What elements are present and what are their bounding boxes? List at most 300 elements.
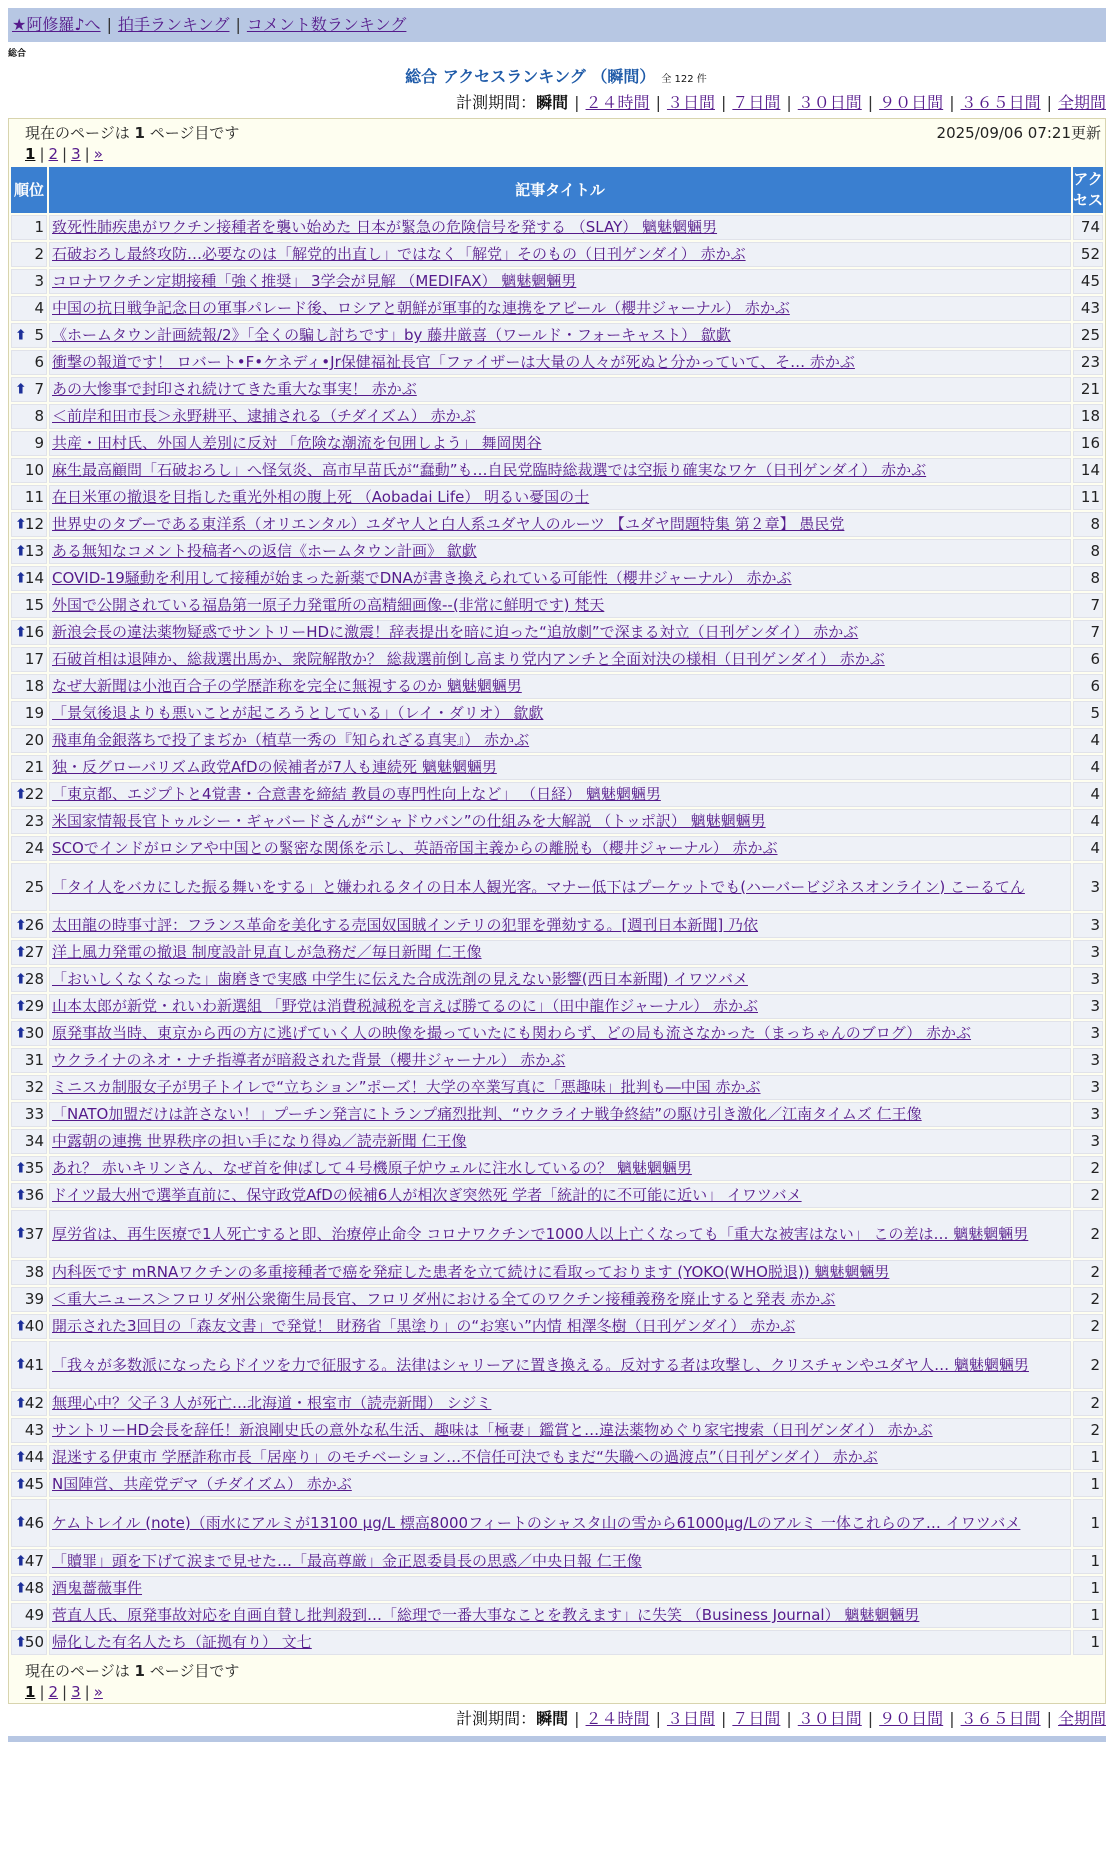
rank-cell [11, 701, 47, 726]
up-arrow-icon: ⬆ [15, 1356, 27, 1373]
rank-cell [11, 674, 47, 699]
period-label: 計測期間： [456, 1709, 537, 1728]
rank-number: 2 [34, 245, 44, 263]
title-cell [49, 836, 1071, 861]
rank-column-header: 順位 [11, 167, 47, 213]
rank-number: 32 [24, 1078, 44, 1096]
rank-cell [11, 215, 47, 240]
rank-number: 17 [24, 650, 44, 668]
clap-ranking-link[interactable]: 拍手ランキング [117, 15, 230, 34]
pager-bottom [9, 1657, 1105, 1703]
rank-number: 1 [34, 218, 44, 236]
article-link[interactable]: 独・反グローバリズム政党AfDの候補者が7人も連続死 魑魅魍魎男 [52, 758, 497, 776]
title-cell [49, 782, 1071, 807]
rank-cell [11, 782, 47, 807]
title-cell [49, 593, 1071, 618]
up-arrow-icon: ⬆ [15, 570, 27, 586]
article-link[interactable]: ＜重大ニュース＞フロリダ州公衆衛生局長官、フロリダ州における全てのワクチン接種義務を廃止すると発表 赤かぶ [52, 1290, 836, 1308]
article-link[interactable]: 石破首相は退陣か、総裁選出馬か、衆院解散か？ 総裁選前倒し高まり党内アンチと全面対決の様相（日刊ゲンダイ） 赤かぶ [52, 650, 885, 668]
up-arrow-icon: ⬆ [15, 1187, 27, 1203]
article-link[interactable]: N国陣営、共産党デマ（チダイズム） 赤かぶ [52, 1475, 352, 1493]
title-cell [49, 1210, 1071, 1258]
rank-number: 47 [24, 1552, 44, 1570]
access-count: 2 [1073, 1210, 1103, 1258]
table-row [11, 913, 1103, 938]
rank-number: 24 [24, 839, 44, 857]
rank-number: 29 [24, 997, 44, 1015]
page [0, 8, 1112, 1742]
article-link[interactable]: 世界史のタブーである東洋系（オリエンタル）ユダヤ人と白人系ユダヤ人のルーツ 【ユダヤ問題特集 第２章】 愚民党 [52, 515, 845, 533]
title-cell [49, 1576, 1071, 1601]
title-cell [49, 728, 1071, 753]
title-cell [49, 1048, 1071, 1073]
page-separator: | [39, 145, 45, 163]
rank-cell [11, 1603, 47, 1628]
title-cell [49, 350, 1071, 375]
title-cell [49, 1021, 1071, 1046]
period-link[interactable]: ７日間 [732, 1709, 781, 1728]
access-count: 4 [1073, 728, 1103, 753]
rank-number: 41 [24, 1355, 44, 1374]
title-cell [49, 620, 1071, 645]
period-separator: | [574, 1709, 580, 1728]
period-link[interactable]: ３６５日間 [960, 93, 1041, 112]
up-arrow-icon: ⬆ [15, 381, 27, 397]
period-link[interactable]: ２４時間 [585, 93, 650, 112]
period-link[interactable]: ９０日間 [879, 1709, 944, 1728]
article-link[interactable]: 原発事故当時、東京から西の方に逃げていく人の映像を撮っていたにも関わらず、どの局も流さなかった（まっちゃんのブログ） 赤かぶ [52, 1024, 972, 1042]
period-link[interactable]: 全期間 [1057, 1709, 1106, 1728]
access-count: 2 [1073, 1156, 1103, 1181]
article-link[interactable]: あれ？ 赤いキリンさん、なぜ首を伸ばして４号機原子炉ウェルに注水しているの？ 魑魅魍魎男 [52, 1159, 692, 1177]
article-link[interactable]: 米国家情報長官トゥルシー・ギャバードさんが“シャドウバン”の仕組みを大解説 （トッポ訳） 魑魅魍魎男 [52, 812, 766, 830]
period-separator: | [786, 1709, 792, 1728]
page-separator: | [62, 1683, 68, 1701]
comment-ranking-link[interactable]: コメント数ランキング [246, 15, 407, 34]
table-row [11, 836, 1103, 861]
page-link[interactable]: 2 [48, 145, 59, 163]
table-row [11, 404, 1103, 429]
rank-number: 19 [24, 704, 44, 722]
period-link[interactable]: ３日間 [666, 93, 715, 112]
title-cell [49, 1129, 1071, 1154]
up-arrow-icon: ⬆ [15, 624, 27, 640]
table-row [11, 566, 1103, 591]
table-row [11, 539, 1103, 564]
rank-cell [11, 1445, 47, 1470]
page-number: 1 [134, 124, 145, 142]
article-link[interactable]: 《ホームタウン計画続報/2》「全くの騙し討ちです」by 藤井厳喜（ワールド・フォーキャスト） 歙歔 [52, 326, 731, 344]
period-link[interactable]: 全期間 [1057, 93, 1106, 112]
rank-number: 5 [34, 326, 44, 344]
access-count: 2 [1073, 1341, 1103, 1389]
article-link[interactable]: 致死性肺疾患がワクチン接種者を襲い始めた 日本が緊急の危険信号を発する （SLAY） 魑魅魍魎男 [52, 218, 718, 236]
table-row [11, 215, 1103, 240]
rank-cell [11, 620, 47, 645]
up-arrow-icon: ⬆ [15, 1514, 27, 1531]
up-arrow-icon: ⬆ [15, 1025, 27, 1041]
article-link[interactable]: 酒鬼薔薇事件 [52, 1579, 143, 1597]
table-row [11, 323, 1103, 348]
access-count: 2 [1073, 1314, 1103, 1339]
table-row [11, 1418, 1103, 1443]
up-arrow-icon: ⬆ [15, 1395, 27, 1411]
up-arrow-icon: ⬆ [15, 917, 27, 933]
access-count: 21 [1073, 377, 1103, 402]
title-cell [49, 485, 1071, 510]
article-link[interactable]: 共産・田村氏、外国人差別に反対 「危険な潮流を包囲しよう」 舞岡関谷 [52, 434, 542, 452]
up-arrow-icon: ⬆ [15, 1553, 27, 1569]
table-row [11, 728, 1103, 753]
rank-cell [11, 728, 47, 753]
up-arrow-icon: ⬆ [15, 944, 27, 960]
article-link[interactable]: 「我々が多数派になったらドイツを力で征服する。法律はシャリーアに置き換える。反対する者は攻撃し、クリスチャンやユダヤ人… 魑魅魍魎男 [52, 1355, 1029, 1374]
access-count: 23 [1073, 350, 1103, 375]
rank-cell [11, 836, 47, 861]
period-selector-bottom [0, 1708, 1106, 1730]
title-cell [49, 242, 1071, 267]
access-count: 3 [1073, 1129, 1103, 1154]
access-count: 1 [1073, 1576, 1103, 1601]
access-count: 6 [1073, 647, 1103, 672]
article-link[interactable]: SCOでインドがロシアや中国との緊密な関係を示し、英語帝国主義からの離脱も（櫻井ジャーナル） 赤かぶ [52, 839, 778, 857]
table-row [11, 967, 1103, 992]
article-link[interactable]: ドイツ最大州で選挙直前に、保守政党AfDの候補6人が相次ぎ突然死 学者「統計的に不可能に近い」 イワツバメ [52, 1186, 802, 1204]
access-count: 2 [1073, 1418, 1103, 1443]
page-link[interactable]: 3 [71, 145, 81, 163]
rank-cell [11, 431, 47, 456]
period-separator: | [1046, 1709, 1052, 1728]
rank-cell [11, 1075, 47, 1100]
rank-number: 3 [34, 272, 44, 290]
table-row [11, 1576, 1103, 1601]
article-link[interactable]: 山本太郎が新党・れいわ新選組 「野党は消費税減税を言えば勝てるのに」（田中龍作ジャーナル） 赤かぶ [52, 997, 758, 1015]
period-separator: | [655, 1709, 661, 1728]
access-count: 14 [1073, 458, 1103, 483]
access-count: 3 [1073, 940, 1103, 965]
article-link[interactable]: ある無知なコメント投稿者への返信《ホームタウン計画》 歙歔 [52, 542, 477, 560]
table-row [11, 1075, 1103, 1100]
title-cell [49, 1391, 1071, 1416]
rank-number: 20 [24, 731, 44, 749]
rank-number: 46 [24, 1513, 44, 1532]
rank-number: 30 [24, 1024, 44, 1042]
title-cell [49, 809, 1071, 834]
period-link[interactable]: ９０日間 [879, 93, 944, 112]
access-count: 74 [1073, 215, 1103, 240]
up-arrow-icon: ⬆ [15, 1160, 27, 1176]
next-page-link[interactable]: » [93, 1683, 103, 1701]
current-page: 1 [25, 145, 36, 163]
rank-cell [11, 539, 47, 564]
article-link[interactable]: ウクライナのネオ・ナチ指導者が暗殺された背景（櫻井ジャーナル） 赤かぶ [52, 1051, 566, 1069]
rank-number: 13 [24, 542, 44, 560]
rank-number: 7 [34, 380, 44, 398]
article-link[interactable]: 「東京都、エジプトと4覚書・合意書を締結 教員の専門性向上など」 （日経） 魑魅魍魎男 [52, 785, 661, 803]
access-count: 52 [1073, 242, 1103, 267]
article-link[interactable]: ＜前岸和田市長＞永野耕平、逮捕される（チダイズム） 赤かぶ [52, 407, 476, 425]
title-cell [49, 755, 1071, 780]
rank-cell [11, 1021, 47, 1046]
article-link[interactable]: 無理心中？父子３人が死亡…北海道・根室市（読売新聞） シジミ [52, 1394, 492, 1412]
title-cell [49, 1341, 1071, 1389]
up-arrow-icon: ⬆ [15, 327, 27, 343]
rank-number: 23 [24, 812, 44, 830]
title-cell [49, 296, 1071, 321]
title-cell [49, 913, 1071, 938]
title-cell [49, 863, 1071, 911]
access-count: 4 [1073, 782, 1103, 807]
article-link[interactable]: 中露朝の連携 世界秩序の担い手になり得ぬ／読売新聞 仁王像 [52, 1132, 467, 1150]
period-current: 瞬間 [536, 1709, 569, 1728]
access-count: 7 [1073, 620, 1103, 645]
access-count: 8 [1073, 512, 1103, 537]
rank-cell [11, 1156, 47, 1181]
access-count: 45 [1073, 269, 1103, 294]
period-link[interactable]: ３０日間 [797, 1709, 862, 1728]
access-count: 1 [1073, 1630, 1103, 1655]
title-cell [49, 1102, 1071, 1127]
table-row [11, 458, 1103, 483]
page-number: 1 [134, 1662, 145, 1680]
table-row [11, 674, 1103, 699]
access-count: 1 [1073, 1499, 1103, 1547]
article-link[interactable]: 在日米軍の撤退を目指した重光外相の腹上死 （Aobadai Life） 明るい憂国の士 [52, 488, 590, 506]
rank-cell [11, 647, 47, 672]
article-link[interactable]: なぜ大新聞は小池百合子の学歴詐称を完全に無視するのか 魑魅魍魎男 [52, 677, 522, 695]
access-count: 3 [1073, 967, 1103, 992]
title-cell [49, 512, 1071, 537]
up-arrow-icon: ⬆ [15, 1449, 27, 1465]
access-count: 25 [1073, 323, 1103, 348]
access-count: 8 [1073, 566, 1103, 591]
up-arrow-icon: ⬆ [15, 1634, 27, 1650]
title-cell [49, 701, 1071, 726]
rank-cell [11, 512, 47, 537]
rank-cell [11, 485, 47, 510]
page-info: 現在のページは 1 ページ目です [25, 1662, 240, 1680]
title-cell [49, 1075, 1071, 1100]
period-link[interactable]: ３日間 [666, 1709, 715, 1728]
rank-number: 25 [24, 877, 44, 896]
rank-cell [11, 1472, 47, 1497]
rank-cell [11, 913, 47, 938]
access-count: 11 [1073, 485, 1103, 510]
rank-cell [11, 863, 47, 911]
article-link[interactable]: 洋上風力発電の撤退 制度設計見直しが急務だ／毎日新聞 仁王像 [52, 943, 482, 961]
article-link[interactable]: 衝撃の報道です！ ロバート•F•ケネディ•Jr保健福祉長官「ファイザーは大量の人々が死ぬと分かっていて、そ… 赤かぶ [52, 353, 855, 371]
article-link[interactable]: 菅直人氏、原発事故対応を自画自賛し批判殺到…「総理で一番大事なことを教えます」に失笑 （Business Journal） 魑魅魍魎男 [52, 1606, 920, 1624]
title-column-header: 記事タイトル [49, 167, 1071, 213]
title-cell [49, 1287, 1071, 1312]
home-link[interactable]: ★阿修羅♪へ [12, 15, 101, 34]
table-row [11, 1472, 1103, 1497]
article-link[interactable]: 石破おろし最終攻防…必要なのは「解党的出直し」ではなく「解党」そのもの（日刊ゲンダイ） 赤かぶ [52, 245, 746, 263]
rank-cell [11, 1129, 47, 1154]
article-link[interactable]: 厚労省は、再生医療で1人死亡すると即、治療停止命令 コロナワクチンで1000人以上亡くなっても「重大な被害はない」 この差は… 魑魅魍魎男 [52, 1224, 1029, 1243]
article-link[interactable]: COVID-19騒動を利用して接種が始まった新薬でDNAが書き換えられている可能性（櫻井ジャーナル） 赤かぶ [52, 569, 792, 587]
page-link[interactable]: 2 [48, 1683, 59, 1701]
access-count: 3 [1073, 1021, 1103, 1046]
access-count: 5 [1073, 701, 1103, 726]
rank-number: 49 [24, 1606, 44, 1624]
article-link[interactable]: 「贖罪」頭を下げて涙まで見せた…「最高尊厳」金正恩委員長の思惑／中央日報 仁王像 [52, 1552, 642, 1570]
period-separator: | [1046, 93, 1052, 112]
article-link[interactable]: 開示された3回目の「森友文書」で発覚！ 財務省「黒塗り」の“お寒い”内情 相澤冬樹（日刊ゲンダイ） 赤かぶ [52, 1317, 796, 1335]
period-link[interactable]: ３０日間 [797, 93, 862, 112]
rank-number: 40 [24, 1317, 44, 1335]
item-count: 全 122 件 [661, 74, 707, 85]
article-link[interactable]: 新浪会長の違法薬物疑惑でサントリーHDに激震！辞表提出を暗に迫った“追放劇”で深まる対立（日刊ゲンダイ） 赤かぶ [52, 623, 859, 641]
next-page-link[interactable]: » [93, 145, 103, 163]
article-link[interactable]: ケムトレイル (note)（雨水にアルミが13100 μg/L 標高8000フィートのシャスタ山の雪から61000μg/Lのアルミ 一体これらのア… イワツバメ [52, 1513, 1021, 1532]
up-arrow-icon: ⬆ [15, 786, 27, 802]
title-cell [49, 1603, 1071, 1628]
rank-number: 36 [24, 1186, 44, 1204]
up-arrow-icon: ⬆ [15, 1476, 27, 1492]
article-link[interactable]: 外国で公開されている福島第一原子力発電所の高精細画像--(非常に鮮明です) 梵天 [52, 596, 605, 614]
period-selector-top [0, 92, 1106, 114]
page-separator: | [84, 145, 90, 163]
table-row [11, 1156, 1103, 1181]
table-row [11, 431, 1103, 456]
article-link[interactable]: 「NATO加盟だけは許さない！」プーチン発言にトランプ痛烈批判、“ウクライナ戦争終結”の駆け引き激化／江南タイムズ 仁王像 [52, 1105, 922, 1123]
access-count: 1 [1073, 1445, 1103, 1470]
rank-number: 15 [24, 596, 44, 614]
page-separator: | [62, 145, 68, 163]
title-cell [49, 1314, 1071, 1339]
table-row [11, 863, 1103, 911]
period-link[interactable]: ３６５日間 [960, 1709, 1041, 1728]
title-cell [49, 1183, 1071, 1208]
table-row [11, 1021, 1103, 1046]
rank-cell [11, 1048, 47, 1073]
ranking-title: 総合 アクセスランキング （瞬間） [405, 67, 656, 86]
title-cell [49, 647, 1071, 672]
table-row [11, 485, 1103, 510]
rank-number: 14 [24, 569, 44, 587]
rank-number: 8 [34, 407, 44, 425]
article-link[interactable]: ミニスカ制服女子が男子トイレで“立ちション”ポーズ！大学の卒業写真に「悪趣味」批判も―中国 赤かぶ [52, 1078, 761, 1096]
article-link[interactable]: 「景気後退よりも悪いことが起ころうとしている」（レイ・ダリオ） 歙歔 [52, 704, 544, 722]
page-links [25, 143, 1101, 165]
rank-cell [11, 458, 47, 483]
title-cell [49, 404, 1071, 429]
rank-number: 6 [34, 353, 44, 371]
title-cell [49, 431, 1071, 456]
article-link[interactable]: 太田龍の時事寸評：フランス革命を美化する売国奴国賊インテリの犯罪を弾劾する。[週刊日本新聞] 乃依 [52, 916, 759, 934]
article-link[interactable]: 麻生最高顧問「石破おろし」へ怪気炎、高市早苗氏が“蠢動”も…自民党臨時総裁選では空振り確実なワケ（日刊ゲンダイ） 赤かぶ [52, 461, 927, 479]
table-row [11, 1102, 1103, 1127]
title-cell [49, 1630, 1071, 1655]
nav-separator: | [235, 15, 241, 34]
up-arrow-icon: ⬆ [15, 998, 27, 1014]
period-link[interactable]: ７日間 [732, 93, 781, 112]
title-cell [49, 940, 1071, 965]
article-link[interactable]: 内科医です mRNAワクチンの多重接種者で癌を発症した患者を立て続けに看取っております (YOKO(WHO脱退)) 魑魅魍魎男 [52, 1263, 890, 1281]
rank-cell [11, 755, 47, 780]
table-row [11, 1210, 1103, 1258]
rank-cell [11, 1210, 47, 1258]
table-row [11, 1603, 1103, 1628]
title-cell [49, 215, 1071, 240]
period-separator: | [867, 1709, 874, 1728]
rank-number: 43 [24, 1421, 44, 1439]
title-cell [49, 539, 1071, 564]
rank-cell [11, 1260, 47, 1285]
article-link[interactable]: 混迷する伊東市 学歴詐称市長「居座り」のモチベーション…不信任可決でもまだ“失職への過渡点”（日刊ゲンダイ） 赤かぶ [52, 1448, 878, 1466]
article-link[interactable]: 「おいしくなくなった」歯磨きで実感 中学生に伝えた合成洗剤の見えない影響(西日本新聞) イワツバメ [52, 970, 748, 988]
title-cell [49, 674, 1071, 699]
rank-cell [11, 377, 47, 402]
table-row [11, 296, 1103, 321]
rank-number: 26 [24, 916, 44, 934]
ranking-table [9, 165, 1105, 1657]
access-count: 16 [1073, 431, 1103, 456]
article-link[interactable]: 中国の抗日戦争記念日の軍事パレード後、ロシアと朝鮮が軍事的な連携をアピール（櫻井ジャーナル） 赤かぶ [52, 299, 790, 317]
article-link[interactable]: 飛車角金銀落ちで投了まぢか（植草一秀の『知られざる真実』） 赤かぶ [52, 731, 530, 749]
rank-number: 44 [24, 1448, 44, 1466]
rank-number: 31 [24, 1051, 44, 1069]
table-row [11, 755, 1103, 780]
table-row [11, 1260, 1103, 1285]
article-link[interactable]: あの大惨事で封印され続けてきた重大な事実！ 赤かぶ [52, 380, 417, 398]
article-link[interactable]: 「タイ人をバカにした振る舞いをする」と嫌われるタイの日本人観光客。マナー低下はプーケットでも(ハーバービジネスオンライン) こーるてん [52, 877, 1025, 896]
access-count: 3 [1073, 994, 1103, 1019]
table-row [11, 1314, 1103, 1339]
rank-number: 21 [24, 758, 44, 776]
title-cell [49, 1418, 1071, 1443]
rank-cell [11, 1418, 47, 1443]
table-row [11, 1549, 1103, 1574]
rank-cell [11, 593, 47, 618]
article-link[interactable]: 帰化した有名人たち（証拠有り） 文七 [52, 1633, 312, 1651]
title-cell [49, 1156, 1071, 1181]
rank-number: 38 [24, 1263, 44, 1281]
period-separator: | [949, 1709, 955, 1728]
rank-number: 10 [24, 461, 44, 479]
rank-cell [11, 323, 47, 348]
access-count: 3 [1073, 913, 1103, 938]
access-count: 7 [1073, 593, 1103, 618]
rank-number: 27 [24, 943, 44, 961]
table-row [11, 1287, 1103, 1312]
ranking-rows [11, 215, 1103, 1655]
rank-number: 16 [24, 623, 44, 641]
rank-number: 33 [24, 1105, 44, 1123]
article-link[interactable]: コロナワクチン定期接種「強く推奨」 3学会が見解 （MEDIFAX） 魑魅魍魎男 [52, 272, 577, 290]
access-count: 2 [1073, 1260, 1103, 1285]
rank-number: 37 [24, 1224, 44, 1243]
table-row [11, 1048, 1103, 1073]
access-column-header: アクセス [1073, 167, 1103, 213]
title-cell [49, 1472, 1071, 1497]
rank-cell [11, 994, 47, 1019]
rank-number: 11 [24, 488, 44, 506]
title-cell [49, 1549, 1071, 1574]
page-link[interactable]: 3 [71, 1683, 81, 1701]
period-current: 瞬間 [536, 93, 569, 112]
rank-number: 12 [24, 515, 44, 533]
table-row [11, 940, 1103, 965]
nav-separator: | [106, 15, 112, 34]
period-link[interactable]: ２４時間 [585, 1709, 650, 1728]
period-separator: | [949, 93, 955, 112]
top-nav [8, 8, 1106, 42]
table-header-row [11, 167, 1103, 213]
pager-top [9, 119, 1105, 165]
article-link[interactable]: サントリーHD会長を辞任！新浪剛史氏の意外な私生活、趣味は「極妻」鑑賞と…違法薬物めぐり家宅捜索（日刊ゲンダイ） 赤かぶ [52, 1421, 933, 1439]
